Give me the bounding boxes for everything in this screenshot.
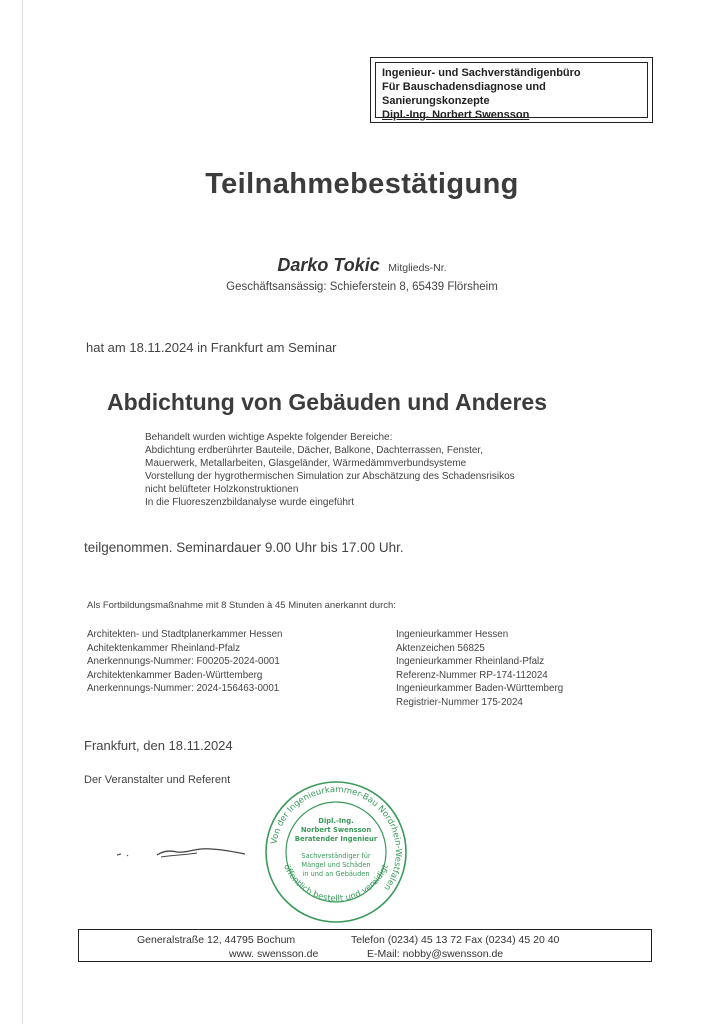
- footer-phone-fax: Telefon (0234) 45 13 72 Fax (0234) 45 20 40: [351, 934, 560, 946]
- seminar-title: Abdichtung von Gebäuden und Anderes: [107, 389, 547, 415]
- office-header-line: Dipl.-Ing. Norbert Swensson: [382, 109, 530, 121]
- place-and-date: Frankfurt, den 18.11.2024: [84, 738, 233, 753]
- accreditation-item: Anerkennungs-Nummer: F00205-2024-0001: [87, 656, 280, 667]
- topic-line: nicht belüfteter Holzkonstruktionen: [145, 484, 299, 495]
- seminar-date-line: hat am 18.11.2024 in Frankfurt am Seminar: [86, 340, 337, 355]
- topic-line: Vorstellung der hygrothermischen Simulation zur Abschätzung des Schadensrisikos: [145, 471, 515, 482]
- accreditation-left-column: [87, 628, 283, 696]
- office-header-inner: [375, 62, 648, 121]
- accreditation-item: Ingenieurkammer Baden-Württemberg: [396, 683, 564, 694]
- contact-footer: [78, 929, 652, 962]
- accreditation-intro: Als Fortbildungsmaßnahme mit 8 Stunden à 45 Minuten anerkannt durch:: [87, 600, 396, 611]
- topic-line: Behandelt wurden wichtige Aspekte folgender Bereiche:: [145, 432, 393, 443]
- accreditation-item: Registrier-Nummer 175-2024: [396, 696, 523, 708]
- member-number-label: Mitglieds-Nr.: [388, 262, 447, 274]
- accreditation-item: Architektenkammer Baden-Württemberg: [87, 669, 263, 681]
- stamp-sub-line: Mängel und Schäden: [301, 861, 371, 869]
- stamp-center-line: Dipl.-Ing.: [318, 817, 354, 825]
- accreditation-item: Architekten- und Stadtplanerkammer Hessen: [87, 629, 283, 640]
- stamp-center-line: Norbert Swensson: [300, 826, 372, 834]
- accreditation-item: Aktenzeichen 56825: [396, 642, 485, 654]
- official-seal-stamp: [262, 778, 410, 926]
- stamp-center-line: Beratender Ingenieur: [294, 835, 378, 843]
- accreditation-right-column: [396, 628, 563, 709]
- office-header-line: Ingenieur- und Sachverständigenbüro: [382, 67, 581, 79]
- stamp-sub-line: in und an Gebäuden: [302, 870, 370, 878]
- office-header-line: Für Bauschadensdiagnose und: [382, 81, 546, 93]
- accreditation-item: Achitektenkammer Rheinland-Pfalz: [87, 642, 241, 654]
- topic-line: In die Fluoreszenzbildanalyse wurde eingeführt: [145, 497, 355, 508]
- participant-address: Geschäftsansässig: Schieferstein 8, 65439 Flörsheim: [226, 281, 498, 293]
- topic-line: Abdichtung erdberührter Bauteile, Dächer, Balkone, Dachterrassen, Fenster,: [145, 445, 483, 456]
- office-header-box: [370, 57, 653, 123]
- accreditation-item: Referenz-Nummer RP-174-112024: [396, 669, 548, 681]
- participant-name: Darko Tokic: [277, 255, 380, 275]
- accreditation-item: Anerkennungs-Nummer: 2024-156463-0001: [87, 683, 280, 694]
- office-header-line: Sanierungskonzepte: [382, 95, 490, 107]
- footer-street: Generalstraße 12, 44795 Bochum: [137, 934, 296, 946]
- stamp-bottom-text: öffentlich bestellt und vereidigt: [281, 862, 391, 905]
- seminar-topics: [145, 431, 605, 509]
- stamp-ring-text: Von der Ingenieurkammer-Bau Nordrhein-Westfalen: [269, 784, 404, 893]
- footer-website[interactable]: www. swensson.de: [229, 948, 319, 960]
- organizer-label: Der Veranstalter und Referent: [84, 774, 231, 786]
- accreditation-item: Ingenieurkammer Hessen: [396, 629, 509, 640]
- topic-line: Mauerwerk, Metallarbeiten, Glasgeländer, Wärmedämmverbundsysteme: [145, 458, 467, 469]
- handwritten-signature: [115, 838, 255, 868]
- participant-line: [0, 255, 724, 276]
- accreditation-item: Ingenieurkammer Rheinland-Pfalz: [396, 656, 545, 667]
- attended-line: teilgenommen. Seminardauer 9.00 Uhr bis 17.00 Uhr.: [84, 540, 404, 555]
- document-title: Teilnahmebestätigung: [205, 168, 519, 200]
- stamp-sub-line: Sachverständiger für: [301, 852, 371, 860]
- footer-email[interactable]: E-Mail: nobby@swensson.de: [367, 948, 504, 960]
- page-edge: [22, 0, 23, 1024]
